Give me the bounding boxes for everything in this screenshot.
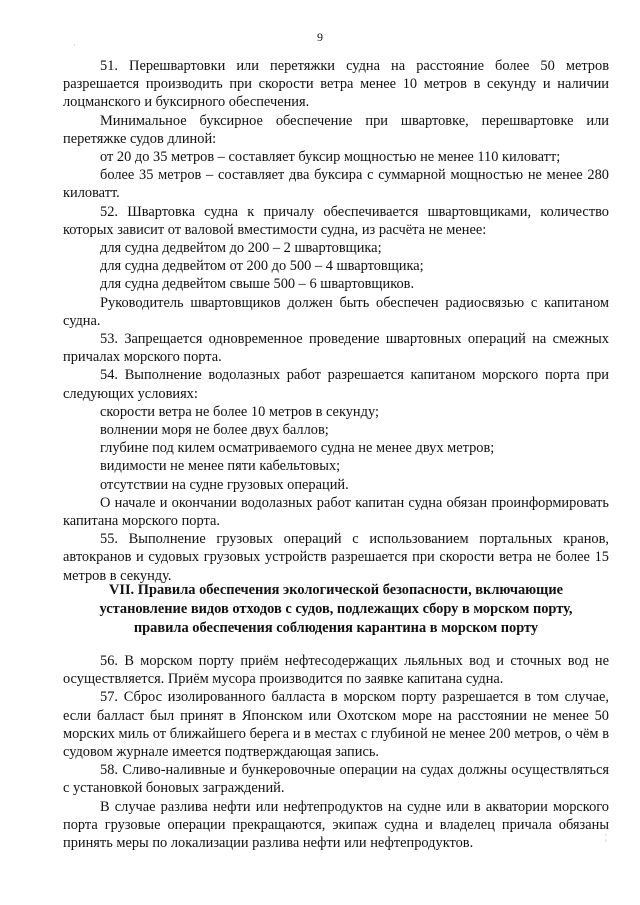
towing-requirements-intro: Минимальное буксирное обеспечение при швартовке, перешвартовке или перетяжке судов длиной: [63,112,609,147]
mooring-crew-item-1: для судна дедвейтом до 200 – 2 швартовщика; [100,240,382,257]
paragraph-54: 54. Выполнение водолазных работ разрешается капитаном морского порта при следующих условиях: [63,367,609,402]
heading-line-1: VII. Правила обеспечения экологической безопасности, включающие [108,582,564,598]
paragraph-58: 58. Сливо-наливные и бункеровочные операции на судах должны осуществляться с установкой боновых заграждений. [63,762,609,797]
paragraph-51: 51. Перешвартовки или перетяжки судна на расстояние более 50 метров разрешается производить при скорости ветра менее 10 метров в секунду и наличии лоцманского и буксирного обеспечения. [63,58,609,111]
diving-notification: О начале и окончании водолазных работ капитан судна обязан проинформировать капитана морского порта. [63,494,609,530]
oil-spill-paragraph: В случае разлива нефти или нефтепродуктов на судне или в акватории морского порта грузовые операции прекращаются, экипаж судна и владелец причала обязаны принять меры по локализации разлива нефти или нефтепродуктов. [63,798,609,852]
diving-condition-1: скорости ветра не более 10 метров в секунду; [100,403,379,420]
diving-condition-3: глубине под килем осматриваемого судна не менее двух метров; [100,440,495,457]
diving-condition-5: отсутствии на судне грузовых операций. [100,476,349,493]
mooring-radio-requirement: Руководитель швартовщиков должен быть обеспечен радиосвязью с капитаном судна. [63,294,609,329]
paragraph-56: 56. В морском порту приём нефтесодержащих льяльных вод и сточных вод не осуществляется. Приём мусора производится по заявке капитана судна. [63,653,609,688]
paragraph-55: 55. Выполнение грузовых операций с использованием портальных кранов, автокранов и судовых грузовых устройств разрешается при скорости ветра не более 15 метров в секунду. [63,531,609,584]
mooring-crew-item-2: для судна дедвейтом от 200 до 500 – 4 швартовщика; [100,258,424,275]
scan-tick-mark: ¦ [605,832,607,842]
section-body-2 [63,652,609,852]
heading-line-2: установление видов отходов с судов, подлежащих сбору в морском порту, [99,601,573,617]
towing-item-2: более 35 метров – составляет два буксира с суммарной мощностью не менее 280 киловатт. [63,167,609,202]
section-body-1 [63,57,609,585]
paragraph-53: 53. Запрещается одновременное проведение швартовных операций на смежных причалах морского порта. [63,331,609,366]
heading-line-3: правила обеспечения соблюдения карантина в морском порту [133,620,539,636]
mooring-crew-item-3: для судна дедвейтом свыше 500 – 6 швартовщиков. [100,276,415,293]
towing-item-1: от 20 до 35 метров – составляет буксир мощностью не менее 110 киловатт; [100,149,561,166]
section-heading [63,581,609,638]
diving-condition-4: видимости не менее пяти кабельтовых; [100,458,341,475]
scan-speck-mark: · [73,40,76,50]
page-number: 9 [317,30,323,44]
diving-condition-2: волнении моря не более двух баллов; [100,422,329,439]
paragraph-52: 52. Швартовка судна к причалу обеспечивается швартовщиками, количество которых зависит от валовой вместимости судна, из расчёта не менее: [63,203,609,238]
paragraph-57: 57. Сброс изолированного балласта в морском порту разрешается в том случае, если балласт был принят в Японском или Охотском море на расстоянии не менее 50 морских миль от ближайшего берега и в местах с глубиной не менее 200 метров, о чём в судовом журнале имеется подтверждающая запись. [63,689,609,761]
